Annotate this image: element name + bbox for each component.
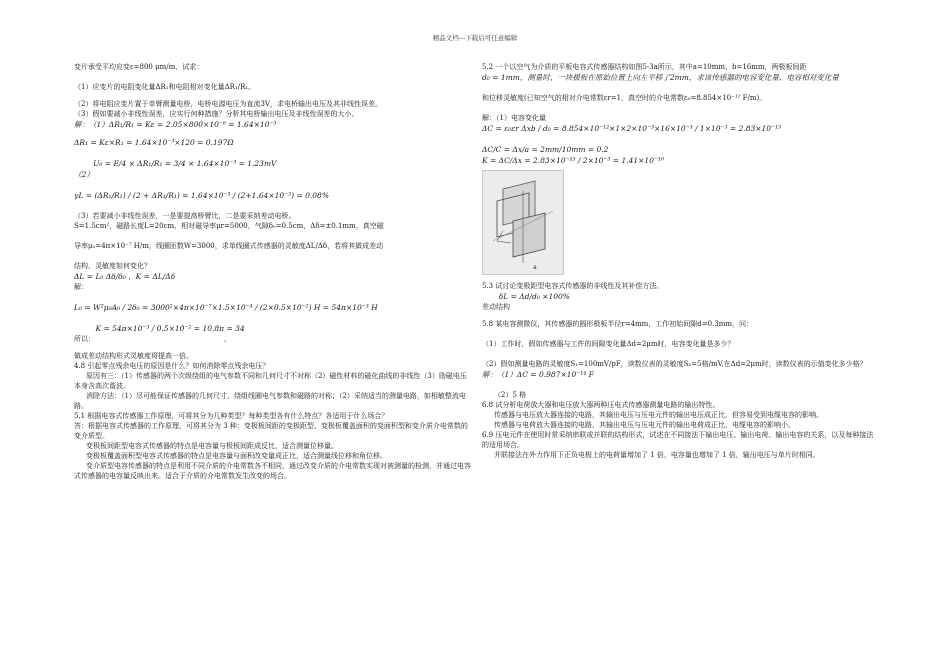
formula-line: K = ΔC/Δx = 2.83×10⁻¹³ / 2×10⁻³ = 1.41×10⁻¹⁰ [482,156,664,165]
text-line: 变介质型电容传感器的特点是利用不同介质的介电常数各不相同，通过改变介质的介电常数实现对被测量的检测，并通过电容式传感器的电容量反映出来。适合于介质的介电常数发生改变的场合。 [74,462,471,480]
text-line: 传感器与电压放大器连接的电路，其输出电压与压电元件的输出电压成正比，但容易受到电缆电容的影响。 [494,411,823,419]
text-line: （2）假如测量电路的灵敏度S₁=100mV/pF，读数仪表的灵敏度S₂=5格/mV,在Δd=2μm时，读数仪表的示值变化多少格？ [482,360,867,368]
text-line: 解：（1）电容变化量 [482,114,546,122]
svg-text:a: a [533,264,537,271]
spacer [482,329,880,339]
spacer [74,180,472,190]
text-line: 变极板覆盖面积型电容式传感器的特点是电容量与面积改变量成正比，适合测量线位移和角位移。 [86,452,387,460]
formula-line: （2） [74,170,94,179]
spacer [74,92,472,99]
spacer [74,313,472,323]
right-column [482,62,880,460]
text-line: 6.9 压电元件在使用时常采纳串联或并联的结构形式，试述在不同接法下输出电压、输出电荷、输出电容的关系，以及每种接法的适用场合。 [482,431,874,449]
text-line: 5.1 根据电容式传感器工作原理，可将其分为几种类型？每种类型各有什么特点？各适用于什么场合？ [74,412,389,420]
text-line: 和位移灵敏度(已知空气的相对介电常数εr=1，真空时的介电常数ε₀=8.854×10⁻¹² F/m)。 [482,94,767,102]
text-line: 5.3 试讨论变极距型电容式传感器的非线性及其补偿方法。 [482,282,664,290]
spacer [482,103,880,113]
text-line: 5.8 某电容测微仪，其传感器的圆形极板半径r=4mm，工作初始间隙d=0.3mm，问： [482,320,754,328]
text-line: 差动结构 [482,303,510,311]
text-line: 结构，灵敏度如何变化？ [74,262,151,270]
formula-line: 解：（1）ΔC = 0.987×10⁻¹⁴ F [482,370,594,379]
formula-line: U₀ = E/4 × ΔR₁/R₁ = 3/4 × 1.64×10⁻³ = 1.23mV [74,159,277,168]
spacer [74,130,472,137]
spacer [482,349,880,359]
spacer [74,72,472,82]
spacer [482,83,880,93]
text-line: 做成差动结构形式灵敏度将提高一倍。 [74,352,193,360]
text-line: （2）将电阻应变片置于单臂测量电桥，电桥电源电压为直流3V，求电桥输出电压及其非线性误差。 [74,100,382,108]
page-header: 精品文档---下载后可任意编辑 [432,34,518,42]
formula-line: ΔC/C = Δx/a = 2mm/10mm = 0.2 [482,145,609,154]
formula-line: K = 54π×10⁻³ / 0.5×10⁻² = 10.8π = 34 [74,324,245,333]
text-line: 答：根据电容式传感器的工作原理，可将其分为 3 种：变极板间距的变极距型、变极板覆盖面积的变面积型和变介质介电常数的变介质型。 [74,422,468,440]
text-line: 原因有三：（1）传感器的两个次级绕组的电气参数不同和几何尺寸不对称（2）磁性材料的磁化曲线的非线性（3）励磁电压本身含高次谐波。 [74,372,467,390]
formula-line: γL = (ΔR₁/R₁) / (2 + ΔR₁/R₁) = 1.64×10⁻³ / (2+1.64×10⁻³) = 0.08% [74,191,329,200]
spacer [482,312,880,319]
text-line: （1）工作时，假如传感器与工件的间隙变化量Δd=2μm时，电容变化量是多少？ [482,340,735,348]
text-line: 6.8 试分析电荷放大器和电压放大器两种压电式传感器测量电路的输出特性。 [482,401,720,409]
formula-line: δL = Δd/d₀ ×100% [482,292,570,301]
text-line: 解： [74,283,88,291]
left-column [74,62,472,481]
formula-line: 解：（1）ΔR₁/R₁ = Kε = 2.05×800×10⁻⁶ = 1.64×10⁻³ [74,120,277,129]
spacer [74,231,472,241]
text-line: （2）5 格 [494,391,527,399]
text-line: 消除方法：（1）尽可能保证传感器的几何尺寸、绕组线圈电气参数和磁路的对称；（2）采纳适当的测量电路，如相敏整流电路。 [74,392,466,410]
text-line: 变片承受平均应变ε=800 μm/m，试求： [74,63,204,71]
text-line: S=1.5cm²，磁路长度L=20cm，相对磁导率μr=5000，气隙δ₀=0.5cm，Δδ=±0.1mm，真空磁 [74,222,384,230]
formula-line: ΔR₁ = Kε×R₁ = 1.64×10⁻³×120 = 0.197Ω [74,138,234,147]
text-line: （3）假如要减小非线性误差，应实行何种措施？分析其电桥输出电压及非线性误差的大小。 [74,110,359,118]
text-line: 导率μ₀=4π×10⁻⁷ H/m，线圈匝数W=3000，求单线圈式传感器的灵敏度ΔL/Δδ，若将其做成差动 [74,242,384,250]
text-line: （1）应变片的电阻变化量ΔR₁和电阻相对变化量ΔR₁/R₁。 [74,83,256,91]
spacer [74,292,472,302]
text-line: 传感器与电荷放大器连接的电路，其输出电压与压电元件的输出电荷成正比，电缆电容的影响小。 [494,421,795,429]
formula-line: ΔL = L₀ Δδ/δ₀ ，K = ΔL/Δδ [74,272,176,281]
formula-line: d₀ = 1mm，测量时，一块极板在原始位置上向左平移了2mm，求该传感器的电容变化量、电容相对变化量 [482,73,839,82]
spacer [482,134,880,144]
formula-line: L₀ = W²μ₀A₀ / 2δ₀ = 3000²×4π×10⁻⁷×1.5×10⁻⁴ / (2×0.5×10⁻²) H = 54π×10⁻³ H [74,303,378,312]
spacer [74,148,472,158]
spacer [74,344,472,351]
text-line: 所以： ， [74,335,232,343]
capacitor-figure [482,170,564,275]
spacer [74,251,472,261]
text-line: （3）若要减小非线性误差，一是要提高桥臂比，二是要采纳差动电桥。 [74,212,296,220]
text-line: 并联接法在外力作用下正负电极上的电荷量增加了 1 倍，电容量也增加了 1 倍，输出电压与单片时相同。 [494,451,820,459]
spacer [74,201,472,211]
text-line: 5.2 一个以空气为介质的平板电容式传感器结构如图5-3a所示，其中a=10mm、b=16mm，两极板间距 [482,63,807,71]
text-line: 4.8 引起零点残余电压的原因是什么？如何消除零点残余电压？ [74,362,270,370]
formula-line: ΔC = ε₀εr Δxb / d₀ = 8.854×10⁻¹²×1×2×10⁻³×16×10⁻³ / 1×10⁻³ = 2.83×10⁻¹³ [482,124,782,133]
text-line: 变极板间距型电容式传感器的特点是电容量与极板间距成反比，适合测量位移量。 [86,442,338,450]
spacer [482,380,880,390]
